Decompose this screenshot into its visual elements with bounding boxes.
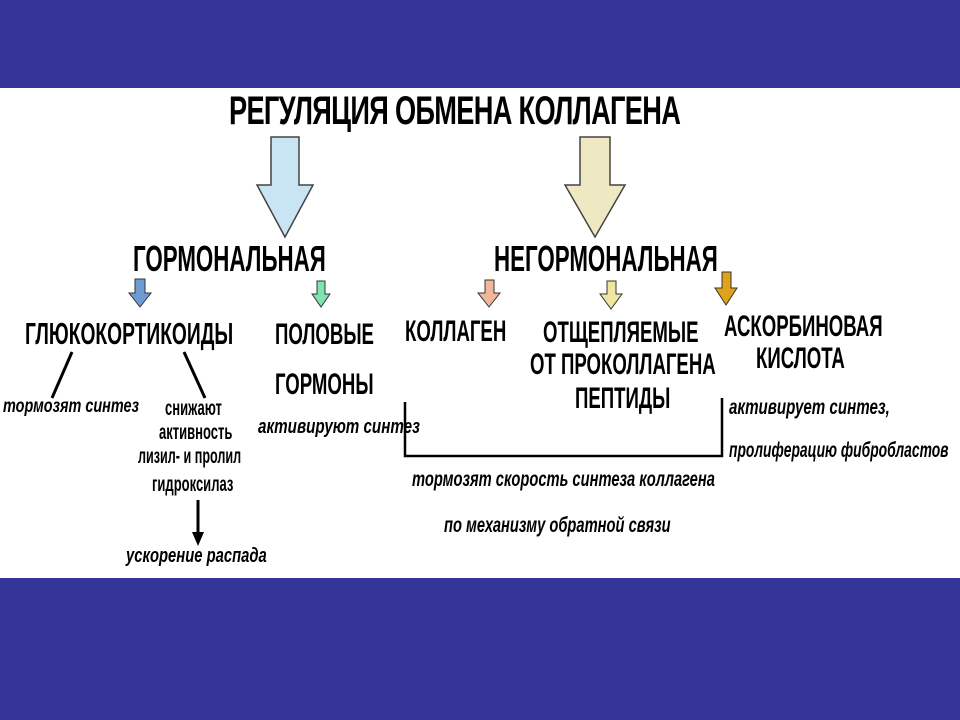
feedback-line-2: по механизму обратной связи [444, 514, 671, 537]
feedback-line-1: тормозят скорость синтеза коллагена [412, 468, 715, 491]
sex-hormones-line-2: ГОРМОНЫ [275, 368, 374, 401]
reduce-activity-line-3: лизил- и пролил [138, 445, 242, 468]
arrow-hormonal [257, 137, 313, 237]
arrow-peptides [600, 281, 622, 309]
ascorbic-effect-line-2: пролиферацию фибробластов [729, 439, 949, 462]
peptides-line-1: ОТЩЕПЛЯЕМЫЕ [543, 316, 699, 349]
reduce-activity-line-2: активность [159, 421, 233, 444]
ascorbic-line-2: КИСЛОТА [756, 342, 845, 375]
hormonal-label: ГОРМОНАЛЬНАЯ [133, 238, 326, 279]
line-to-reduce [184, 352, 205, 398]
reduce-activity-line-4: гидроксилаз [152, 473, 234, 496]
peptides-line-2: ОТ ПРОКОЛЛАГЕНА [530, 348, 716, 381]
arrow-collagen [478, 280, 500, 307]
line-to-inhibit [52, 352, 72, 398]
arrow-nonhormonal [565, 137, 625, 237]
ascorbic-effect-line-1: активирует синтез, [729, 396, 890, 419]
sex-hormones-line-1: ПОЛОВЫЕ [275, 318, 374, 351]
activate-synthesis-text: активируют синтез [258, 416, 420, 438]
inhibit-synthesis-text: тормозят синтез [3, 396, 139, 417]
arrow-ascorbic [715, 272, 737, 305]
arrow-sex-hormones [312, 281, 330, 307]
nonhormonal-label: НЕГОРМОНАЛЬНАЯ [494, 238, 718, 279]
acceleration-text: ускорение распада [126, 545, 267, 567]
collagen-label: КОЛЛАГЕН [405, 315, 507, 348]
arrow-glucocorticoids [129, 279, 151, 307]
ascorbic-line-1: АСКОРБИНОВАЯ [724, 310, 883, 343]
page-title: РЕГУЛЯЦИЯ ОБМЕНА КОЛЛАГЕНА [229, 89, 681, 133]
reduce-activity-line-1: снижают [165, 397, 222, 420]
arrow-acceleration-head [192, 532, 204, 546]
feedback-bracket [405, 398, 722, 456]
glucocorticoids-label: ГЛЮКОКОРТИКОИДЫ [25, 316, 234, 351]
peptides-line-3: ПЕПТИДЫ [575, 382, 671, 415]
